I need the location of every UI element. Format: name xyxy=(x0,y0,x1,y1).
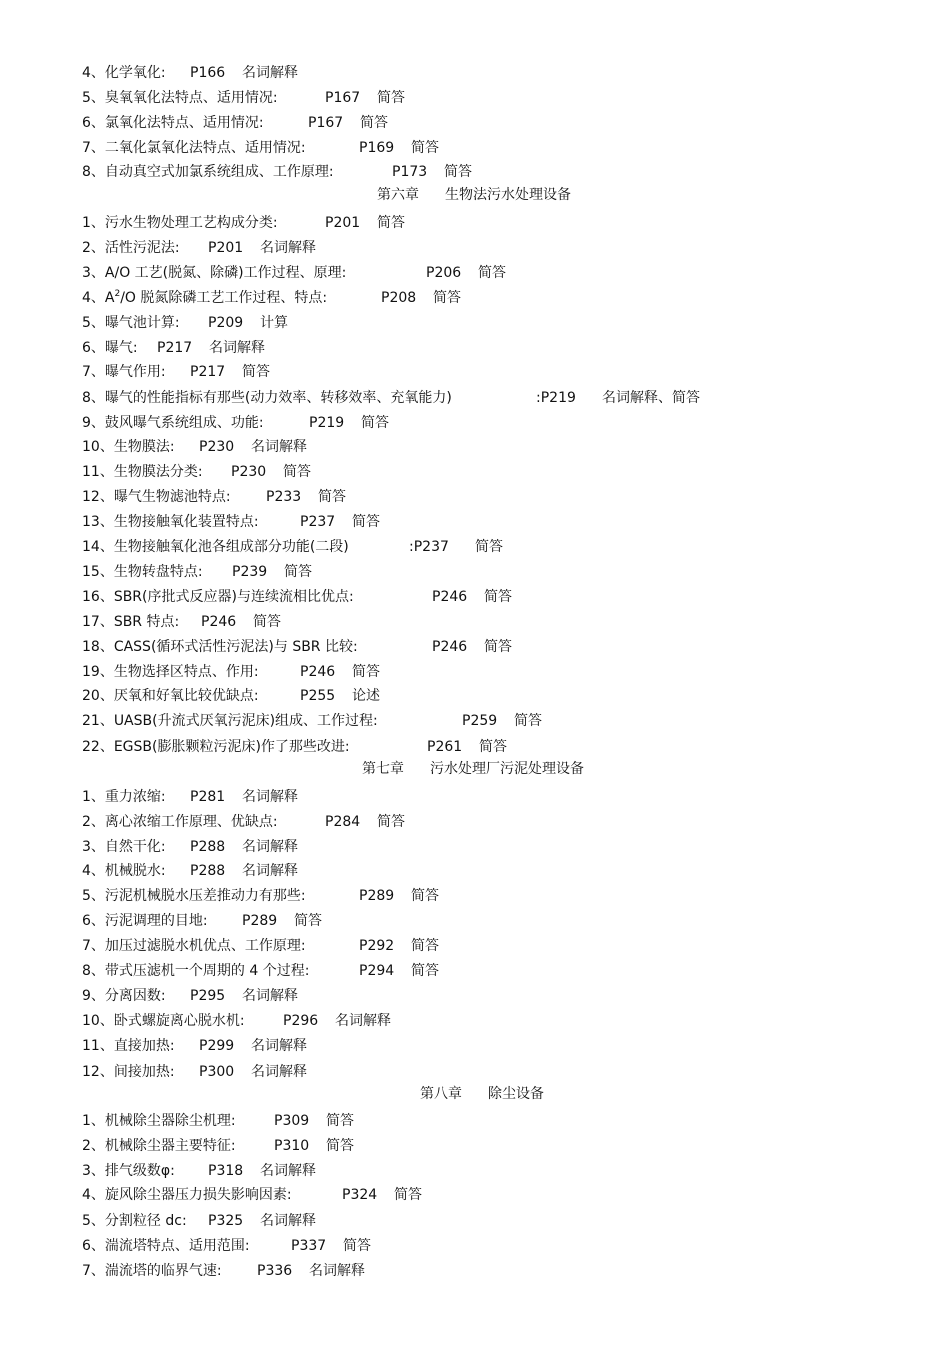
page-reference: P230 xyxy=(199,439,235,455)
question-type: 名词解释 xyxy=(335,1013,391,1029)
page-reference: P324 xyxy=(342,1187,378,1203)
item-text xyxy=(82,910,208,932)
item-text-main: 7、加压过滤脱水机优点、工作原理: xyxy=(82,938,306,954)
question-type: 名词解释 xyxy=(251,1064,307,1080)
page-reference: P294 xyxy=(359,963,395,979)
list-item xyxy=(82,586,512,608)
item-text-main: 21、UASB(升流式厌氧污泥床)组成、工作过程: xyxy=(82,713,378,729)
question-type: 简答 xyxy=(475,539,503,555)
item-text xyxy=(82,561,203,583)
list-item xyxy=(82,1210,316,1232)
question-type: 名词解释 xyxy=(209,340,265,356)
question-type: 简答 xyxy=(360,115,388,131)
item-text xyxy=(82,62,166,84)
page-reference: P296 xyxy=(283,1013,319,1029)
item-text xyxy=(82,461,203,483)
page-reference: P169 xyxy=(359,140,395,156)
list-item xyxy=(82,561,312,583)
item-text-main: 5、曝气池计算: xyxy=(82,315,180,331)
list-item xyxy=(82,836,298,858)
question-type: 名词解释 xyxy=(251,1038,307,1054)
list-item xyxy=(82,1010,391,1032)
question-type: 简答 xyxy=(361,415,389,431)
item-text xyxy=(82,1135,236,1157)
list-item xyxy=(82,137,439,159)
item-text-main: 6、氯氧化法特点、适用情况: xyxy=(82,115,264,131)
question-type: 简答 xyxy=(514,713,542,729)
page-reference: P173 xyxy=(392,164,428,180)
item-text-main: 4、化学氧化: xyxy=(82,65,166,81)
page-reference: P289 xyxy=(242,913,278,929)
list-item xyxy=(82,685,380,707)
list-item xyxy=(82,312,288,334)
question-type: 名词解释 xyxy=(242,65,298,81)
item-text-main: 5、分割粒径 dc: xyxy=(82,1213,187,1229)
question-type: 简答 xyxy=(326,1113,354,1129)
item-text-main: 2、活性污泥法: xyxy=(82,240,180,256)
list-item xyxy=(82,1061,307,1083)
list-item xyxy=(82,237,316,259)
question-type: 简答 xyxy=(377,90,405,106)
question-type: 计算 xyxy=(260,315,288,331)
item-text-main: 6、污泥调理的目地: xyxy=(82,913,208,929)
item-text-main: 17、SBR 特点: xyxy=(82,614,180,630)
item-text-main: 3、A/O 工艺(脱氮、除磷)工作过程、原理: xyxy=(82,265,347,281)
page-reference: P201 xyxy=(208,240,244,256)
item-text xyxy=(82,387,452,409)
item-text xyxy=(82,836,166,858)
list-item xyxy=(82,461,311,483)
item-text xyxy=(82,1260,222,1282)
item-text-main: 12、间接加热: xyxy=(82,1064,175,1080)
list-item xyxy=(82,536,503,558)
item-text xyxy=(82,1235,250,1257)
page-reference: P246 xyxy=(432,589,468,605)
page-reference: P292 xyxy=(359,938,395,954)
list-item xyxy=(82,1135,354,1157)
item-text xyxy=(82,1035,175,1057)
list-item xyxy=(82,161,472,183)
item-text-main: 5、臭氧氧化法特点、适用情况: xyxy=(82,90,278,106)
list-item xyxy=(82,62,298,84)
list-item xyxy=(82,736,507,758)
chapter-number: 第八章 xyxy=(420,1086,462,1102)
item-text-main: 1、污水生物处理工艺构成分类: xyxy=(82,215,278,231)
item-text-main: 19、生物选择区特点、作用: xyxy=(82,664,259,680)
question-type: 名词解释 xyxy=(242,988,298,1004)
page-reference: P217 xyxy=(190,364,226,380)
list-item xyxy=(82,262,506,284)
item-text-main: 9、鼓风曝气系统组成、功能: xyxy=(82,415,264,431)
list-item xyxy=(82,212,405,234)
item-text xyxy=(82,860,166,882)
question-type: 简答 xyxy=(411,938,439,954)
question-type: 名词解释、简答 xyxy=(602,390,700,406)
item-text-main: 1、机械除尘器除尘机理: xyxy=(82,1113,236,1129)
item-text-main: 4、旋风除尘器压力损失影响因素: xyxy=(82,1187,292,1203)
item-text-main: 8、带式压滤机一个周期的 4 个过程: xyxy=(82,963,310,979)
question-type: 名词解释 xyxy=(260,240,316,256)
chapter-heading xyxy=(377,184,571,206)
item-text xyxy=(82,87,278,109)
list-item xyxy=(82,1160,316,1182)
page-reference: P295 xyxy=(190,988,226,1004)
list-item xyxy=(82,112,388,134)
item-text xyxy=(82,486,231,508)
question-type: 名词解释 xyxy=(242,839,298,855)
page-reference: P217 xyxy=(157,340,193,356)
chapter-heading xyxy=(362,758,584,780)
item-text-main: 20、厌氧和好氧比较优缺点: xyxy=(82,688,259,704)
question-type: 简答 xyxy=(253,614,281,630)
item-text xyxy=(82,586,354,608)
item-text xyxy=(82,1210,187,1232)
item-text-main: 22、EGSB(膨胀颗粒污泥床)作了那些改进: xyxy=(82,739,350,755)
item-text-main: 5、污泥机械脱水压差推动力有那些: xyxy=(82,888,306,904)
item-text xyxy=(82,960,309,982)
item-text xyxy=(82,786,166,808)
item-text xyxy=(82,337,138,359)
item-text-main: 4、机械脱水: xyxy=(82,863,166,879)
page-reference: P219 xyxy=(309,415,345,431)
item-text-main: 1、重力浓缩: xyxy=(82,789,166,805)
question-type: 简答 xyxy=(242,364,270,380)
item-text xyxy=(82,1160,175,1182)
item-text xyxy=(82,436,175,458)
item-text xyxy=(82,685,259,707)
item-text-main: 7、湍流塔的临界气速: xyxy=(82,1263,222,1279)
list-item xyxy=(82,412,389,434)
list-item xyxy=(82,337,265,359)
question-type: 名词解释 xyxy=(242,789,298,805)
page-reference: :P219 xyxy=(536,390,576,406)
item-text-main: 2、机械除尘器主要特征: xyxy=(82,1138,236,1154)
item-text xyxy=(82,811,278,833)
list-item xyxy=(82,636,512,658)
page-reference: P246 xyxy=(432,639,468,655)
chapter-heading xyxy=(420,1083,544,1105)
page-reference: P325 xyxy=(208,1213,244,1229)
item-text-main: 6、曝气: xyxy=(82,340,138,356)
item-text-main: 10、卧式螺旋离心脱水机: xyxy=(82,1013,245,1029)
item-text xyxy=(82,1061,175,1083)
list-item xyxy=(82,361,270,383)
page-reference: P300 xyxy=(199,1064,235,1080)
question-type: 简答 xyxy=(433,290,461,306)
list-item xyxy=(82,1235,371,1257)
item-text-main: 8、自动真空式加氯系统组成、工作原理: xyxy=(82,164,334,180)
question-type: 简答 xyxy=(352,664,380,680)
item-text xyxy=(82,736,350,758)
item-text xyxy=(82,161,334,183)
question-type: 简答 xyxy=(394,1187,422,1203)
item-text-main: 14、生物接触氧化池各组成部分功能(二段) xyxy=(82,539,349,555)
item-text-rest: /O 脱氮除磷工艺工作过程、特点: xyxy=(120,290,328,306)
page-reference: P299 xyxy=(199,1038,235,1054)
item-text xyxy=(82,1184,292,1206)
item-text xyxy=(82,636,358,658)
page-reference: P167 xyxy=(308,115,344,131)
list-item xyxy=(82,935,439,957)
list-item xyxy=(82,661,380,683)
item-text xyxy=(82,710,378,732)
page-reference: P233 xyxy=(266,489,302,505)
item-text-main: 7、曝气作用: xyxy=(82,364,166,380)
chapter-title: 生物法污水处理设备 xyxy=(445,187,571,203)
page-reference: :P237 xyxy=(409,539,449,555)
question-type: 简答 xyxy=(411,140,439,156)
item-text xyxy=(82,287,327,309)
question-type: 名词解释 xyxy=(251,439,307,455)
item-text xyxy=(82,935,306,957)
item-text-main: 6、湍流塔特点、适用范围: xyxy=(82,1238,250,1254)
list-item xyxy=(82,885,439,907)
question-type: 简答 xyxy=(484,639,512,655)
item-text xyxy=(82,237,180,259)
list-item xyxy=(82,811,405,833)
item-text-main: 11、生物膜法分类: xyxy=(82,464,203,480)
list-item xyxy=(82,1035,307,1057)
question-type: 简答 xyxy=(343,1238,371,1254)
item-text xyxy=(82,137,306,159)
page-reference: P230 xyxy=(231,464,267,480)
page-reference: P318 xyxy=(208,1163,244,1179)
page-reference: P255 xyxy=(300,688,336,704)
item-text xyxy=(82,212,278,234)
item-text-main: 7、二氧化氯氧化法特点、适用情况: xyxy=(82,140,306,156)
page-reference: P201 xyxy=(325,215,361,231)
question-type: 名词解释 xyxy=(309,1263,365,1279)
item-text xyxy=(82,511,259,533)
list-item xyxy=(82,1260,365,1282)
question-type: 简答 xyxy=(479,739,507,755)
page-reference: P284 xyxy=(325,814,361,830)
page-reference: P310 xyxy=(274,1138,310,1154)
chapter-title: 污水处理厂污泥处理设备 xyxy=(430,761,584,777)
question-type: 简答 xyxy=(377,215,405,231)
item-text-main: 13、生物接触氧化装置特点: xyxy=(82,514,259,530)
item-text-main: 11、直接加热: xyxy=(82,1038,175,1054)
question-type: 简答 xyxy=(294,913,322,929)
item-text xyxy=(82,885,306,907)
item-text-main: 16、SBR(序批式反应器)与连续流相比优点: xyxy=(82,589,354,605)
page-reference: P289 xyxy=(359,888,395,904)
page-reference: P166 xyxy=(190,65,226,81)
page-reference: P288 xyxy=(190,863,226,879)
item-text-main: 3、自然干化: xyxy=(82,839,166,855)
question-type: 论述 xyxy=(352,688,380,704)
question-type: 简答 xyxy=(411,963,439,979)
item-text xyxy=(82,262,346,284)
list-item xyxy=(82,87,405,109)
question-type: 简答 xyxy=(326,1138,354,1154)
question-type: 名词解释 xyxy=(242,863,298,879)
question-type: 简答 xyxy=(284,564,312,580)
superscript: 2 xyxy=(114,289,121,299)
item-text-main: 4、A xyxy=(82,290,115,306)
page-reference: P259 xyxy=(462,713,498,729)
page-reference: P237 xyxy=(300,514,336,530)
item-text xyxy=(82,412,264,434)
item-text-main: 15、生物转盘特点: xyxy=(82,564,203,580)
list-item xyxy=(82,786,298,808)
list-item xyxy=(82,611,281,633)
page-reference: P206 xyxy=(426,265,462,281)
question-type: 名词解释 xyxy=(260,1213,316,1229)
question-type: 简答 xyxy=(411,888,439,904)
page-reference: P288 xyxy=(190,839,226,855)
item-text-main: 8、曝气的性能指标有那些(动力效率、转移效率、充氧能力) xyxy=(82,390,452,406)
list-item xyxy=(82,860,298,882)
list-item xyxy=(82,486,346,508)
question-type: 简答 xyxy=(478,265,506,281)
question-type: 名词解释 xyxy=(260,1163,316,1179)
chapter-number: 第六章 xyxy=(377,187,419,203)
question-type: 简答 xyxy=(318,489,346,505)
item-text xyxy=(82,1110,236,1132)
question-type: 简答 xyxy=(377,814,405,830)
chapter-title: 除尘设备 xyxy=(488,1086,544,1102)
item-text xyxy=(82,1010,245,1032)
page-reference: P309 xyxy=(274,1113,310,1129)
item-text-main: 3、排气级数φ: xyxy=(82,1163,175,1179)
item-text xyxy=(82,661,259,683)
item-text xyxy=(82,361,166,383)
question-type: 简答 xyxy=(484,589,512,605)
list-item xyxy=(82,710,542,732)
chapter-number: 第七章 xyxy=(362,761,404,777)
item-text-main: 12、曝气生物滤池特点: xyxy=(82,489,231,505)
page-reference: P281 xyxy=(190,789,226,805)
list-item xyxy=(82,910,322,932)
page-reference: P209 xyxy=(208,315,244,331)
page-reference: P336 xyxy=(257,1263,293,1279)
page-reference: P337 xyxy=(291,1238,327,1254)
page-reference: P246 xyxy=(300,664,336,680)
list-item xyxy=(82,387,700,409)
list-item xyxy=(82,511,380,533)
page-reference: P246 xyxy=(201,614,237,630)
list-item xyxy=(82,960,439,982)
page-reference: P208 xyxy=(381,290,417,306)
list-item xyxy=(82,1184,422,1206)
item-text xyxy=(82,312,180,334)
item-text xyxy=(82,536,349,558)
question-type: 简答 xyxy=(283,464,311,480)
page-reference: P167 xyxy=(325,90,361,106)
list-item xyxy=(82,985,298,1007)
page-reference: P239 xyxy=(232,564,268,580)
item-text xyxy=(82,112,264,134)
item-text-main: 9、分离因数: xyxy=(82,988,166,1004)
item-text xyxy=(82,985,166,1007)
item-text-main: 2、离心浓缩工作原理、优缺点: xyxy=(82,814,278,830)
item-text-main: 10、生物膜法: xyxy=(82,439,175,455)
page-reference: P261 xyxy=(427,739,463,755)
list-item xyxy=(82,287,461,309)
list-item xyxy=(82,1110,354,1132)
question-type: 简答 xyxy=(352,514,380,530)
question-type: 简答 xyxy=(444,164,472,180)
item-text-main: 18、CASS(循环式活性污泥法)与 SBR 比较: xyxy=(82,639,358,655)
item-text xyxy=(82,611,179,633)
list-item xyxy=(82,436,307,458)
